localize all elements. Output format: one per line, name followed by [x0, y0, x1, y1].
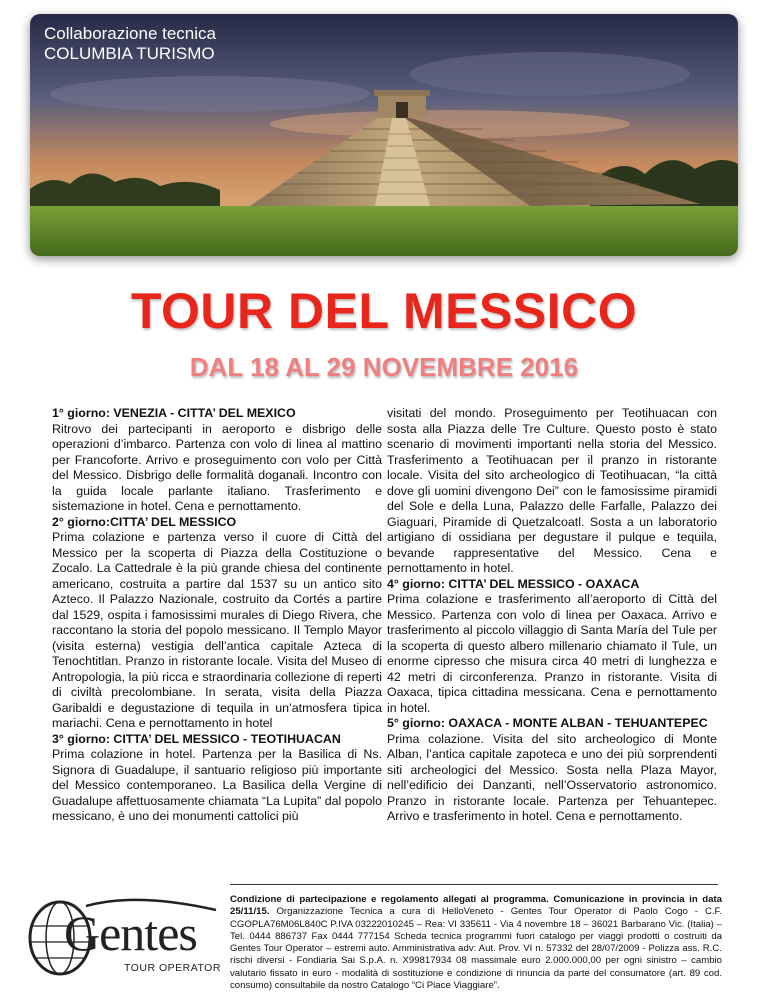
footer-text: Organizzazione Tecnica a cura di HelloVeneto - Gentes Tour Operator di Paolo Cogo - C.F. CGOPLA76M06L840C P.IVA 03222010245 – Rea: VI 335611 - Via 4 novembre 18 – 36021 Barbarano Vic. (Italia) – Tel. 0444 886737 Fax 0444 777154 Scheda tecnica programmi fuori catalogo per viaggi prodotti o costruiti da Gentes Tour Operator – estremi auto. Amministrativa adv: Aut. Prov. VI n. 57332 del 28/07/2009 - Polizza ass. R.C. rischi diversi - Fondiaria Sai S.p.A. n. X99817934 08 massimale euro 2.000.000,00 per ogni sinistro – cambio valutario fissato in euro - modalità di sostituzione e condizione di rinuncia da parte del consumatore (art. 89 cod. consumo) consultabile da nostro Catalogo “Ci Piace Viaggiare”. [230, 906, 722, 992]
hero-caption-line2: COLUMBIA TURISMO [44, 44, 215, 63]
day4-text: Prima colazione e trasferimento all’aeroporto di Città del Messico. Partenza con volo di linea per Oaxaca. Arrivo e trasferimento al piccolo villaggio di Santa María del Tule per la scoperta di questo albero millenario chiamato il Tule, un enorme cipresso che misura circa 40 metri di lunghezza e 42 metri di circonferenza. Pranzo in ristorante. Visita di Oaxaca, tipica cittadina messicana. Cena e pernottamento in hotel. [387, 592, 717, 715]
legal-footer [230, 894, 722, 992]
hero-photo [30, 14, 738, 256]
day5-text: Prima colazione. Visita del sito archeologico di Monte Alban, l’antica capitale zapoteca e uno dei più sorprendenti siti archeologici del Messico. Sosta nella Plaza Mayor, nell’edificio dei Danzanti, nell’Osservatorio astronomico. Pranzo in ristorante locale. Partenza per Tehuantepec. Arrivo e trasferimento in hotel. Cena e pernottamento. [387, 731, 717, 823]
hero-caption [44, 24, 216, 64]
hero-caption-line1: Collaborazione tecnica [44, 24, 216, 43]
day1-heading: 1° giorno: VENEZIA - CITTA’ DEL MEXICO [52, 406, 296, 420]
day1-text: Ritrovo dei partecipanti in aeroporto e disbrigo delle operazioni d’imbarco. Partenza con volo di linea al mattino per Francoforte. Arrivo e proseguimento con volo per Città del Messico. Disbrigo delle formalità doganali. Incontro con la guida locale parlante italiano. Trasferimento e sistemazione in hotel. Cena e pernottamento. [52, 421, 382, 513]
day3-heading: 3° giorno: CITTA’ DEL MESSICO - TEOTIHUACAN [52, 731, 341, 746]
day2-text: Prima colazione e partenza verso il cuore di Città del Messico per la scoperta di Piazza della Costituzione o Zocalo. La Cattedrale è la più grande chiesa del continente americano, costruita a partire dal 1537 su un antico sito Azteco. Il Palazzo Nazionale, costruito da Cortés a partire dal 1529, ospita i famosissimi murales di Diego Rivera, che raccontano la storia del popolo messicano. Il Templo Mayor (visita esterna) vestigia dell’antica capitale Azteca di Tenochtitlan. Pranzo in ristorante locale. Visita del Museo di Antropologia, la più ricca e straordinaria collezione di reperti di civiltà precolombiane. In serata, visita della Piazza Garibaldi e degustazione di tequila in un’atmosfera tipica mariachi. Cena e pernottamento in hotel [52, 530, 382, 730]
footer-bold-text: Condizione di partecipazione e regolamento allegati al programma. Comunicazione in provincia in data 25/11/15. [230, 894, 722, 918]
logo-name: Gentes [64, 905, 197, 961]
day4-heading: 4° giorno: CITTA’ DEL MESSICO - OAXACA [387, 576, 640, 591]
day2-heading: 2° giorno:CITTA’ DEL MESSICO [52, 514, 237, 529]
day5-heading: 5° giorno: OAXACA - MONTE ALBAN - TEHUANTEPEC [387, 716, 708, 730]
page-title: TOUR DEL MESSICO [130, 283, 638, 339]
footer-divider [230, 884, 718, 885]
page-subtitle: DAL 18 AL 29 NOVEMBRE 2016 [189, 352, 579, 382]
day3-text-part2: visitati del mondo. Proseguimento per Teotihuacan con sosta alla Piazza delle Tre Culture. Questo posto è stato scenario di movimenti importanti nella storia del Messico. Trasferimento a Teotihuacan per il pranzo in ristorante locale. Visita del sito archeologico di Teotihuacan, “la città dove gli uomini divengono Dei” con le famosissime piramidi del Sole e della Luna, Palazzo delle Farfalle, Palazzo dei Giaguari, Piramide di Quetzalcoatl. Sosta a un laboratorio artigiano di ossidiana per degustare il pulque e tequila, bevande rappresentative del Messico. Cena e pernottamento in hotel. [387, 406, 717, 575]
day3-text-part1: Prima colazione in hotel. Partenza per la Basilica di Ns. Signora di Guadalupe, il santuario religioso più importante del Messico contemporaneo. La Basilica della Vergine di Guadalupe affettuosamente chiamata “La Lupita” dal popolo messicano, è uno dei monumenti cattolici più [52, 747, 382, 823]
logo-subtitle: TOUR OPERATOR [124, 962, 221, 974]
gentes-logo [26, 896, 222, 984]
itinerary-left-column [52, 406, 382, 876]
itinerary-right-column [387, 406, 717, 876]
